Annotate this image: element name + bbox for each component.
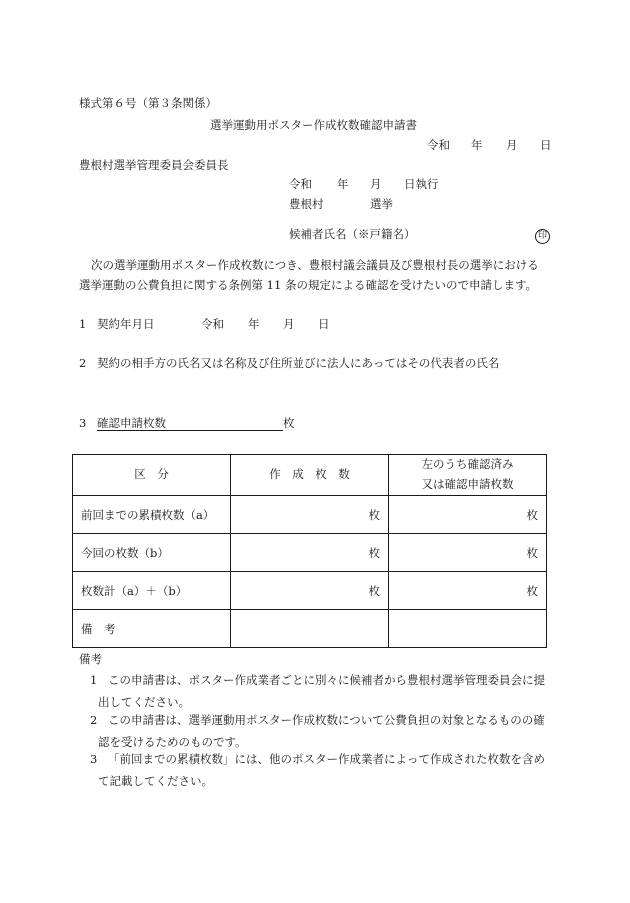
row-confirmed-cell[interactable]: 枚 — [389, 534, 547, 572]
header-confirmed-line-1: 左のうち確認済み — [421, 457, 514, 472]
row-remarks-cell[interactable] — [389, 610, 547, 648]
item3-underline — [97, 430, 283, 431]
election-word: 選挙 — [370, 197, 393, 211]
row-confirmed-cell[interactable]: 枚 — [389, 572, 547, 610]
election-village: 豊根村 — [289, 197, 324, 211]
note-number: 3 — [90, 752, 98, 766]
item2-label: 契約の相手方の氏名又は名称及び住所並びに法人にあってはその代表者の氏名 — [97, 356, 500, 370]
item3-number: 3 — [79, 416, 87, 430]
note-number: 1 — [90, 673, 98, 687]
table-row — [73, 610, 547, 648]
row-created-cell[interactable]: 枚 — [231, 572, 389, 610]
candidate-name-label: 候補者氏名（※戸籍名） — [289, 227, 416, 241]
election-year: 年 — [337, 177, 349, 191]
seal-mark: 印 — [535, 229, 550, 244]
item2-number: 2 — [79, 356, 87, 370]
row-label: 備 考 — [73, 610, 231, 648]
addressee: 豊根村選挙管理委員会委員長 — [79, 158, 229, 172]
note-line-1: 「前回までの累積枚数」には、他のポスター作成業者によって作成された枚数を含め — [108, 752, 545, 766]
header-confirmed-line-2: 又は確認申請枚数 — [421, 477, 514, 491]
date-year: 年 — [471, 138, 483, 152]
item1-month: 月 — [283, 317, 295, 331]
notes-heading: 備考 — [79, 652, 102, 666]
item3-label: 確認申請枚数 — [97, 416, 166, 430]
body-line-2: 選挙運動の公費負担に関する条例第 11 条の規定による確認を受けたいので申請します。 — [79, 278, 538, 292]
note-line-2: 出してください。 — [98, 695, 190, 709]
body-line-1: 次の選挙運動用ポスター作成枚数につき、豊根村議会議員及び豊根村長の選挙における — [91, 258, 539, 272]
count-table — [72, 454, 547, 648]
row-label: 枚数計（a）＋（b） — [73, 572, 231, 610]
note-line-2: 認を受けるためのものです。 — [98, 735, 247, 749]
table-header-row — [73, 455, 547, 496]
note-line-1: この申請書は、ポスター作成業者ごとに別々に候補者から豊根村選挙管理委員会に提 — [108, 673, 545, 687]
header-confirmed-count — [389, 455, 547, 496]
note-line-1: この申請書は、選挙運動用ポスター作成枚数について公費負担の対象となるものの確 — [108, 713, 545, 727]
item1-era: 令和 — [201, 317, 224, 331]
item1-number: 1 — [79, 317, 87, 331]
row-created-cell[interactable]: 枚 — [231, 534, 389, 572]
table-row — [73, 496, 547, 534]
date-day: 日 — [540, 138, 552, 152]
item1-label: 契約年月日 — [97, 317, 155, 331]
row-created-cell[interactable]: 枚 — [231, 496, 389, 534]
table-row — [73, 534, 547, 572]
item1-year: 年 — [248, 317, 260, 331]
header-created-count: 作 成 枚 数 — [231, 455, 389, 496]
row-label: 前回までの累積枚数（a） — [73, 496, 231, 534]
table-row — [73, 572, 547, 610]
election-date-suffix: 日執行 — [404, 177, 439, 191]
date-month: 月 — [506, 138, 518, 152]
row-remarks-cell[interactable] — [231, 610, 389, 648]
header-category: 区 分 — [73, 455, 231, 496]
item1-day: 日 — [318, 317, 330, 331]
item3-unit: 枚 — [283, 416, 295, 430]
note-line-2: て記載してください。 — [98, 774, 213, 788]
election-month: 月 — [370, 177, 382, 191]
row-confirmed-cell[interactable]: 枚 — [389, 496, 547, 534]
document-title: 選挙運動用ポスター作成枚数確認申請書 — [210, 118, 417, 132]
form-label: 様式第６号（第３条関係） — [79, 96, 217, 110]
date-era: 令和 — [427, 138, 450, 152]
election-era: 令和 — [289, 177, 312, 191]
note-number: 2 — [90, 713, 98, 727]
row-label: 今回の枚数（b） — [73, 534, 231, 572]
